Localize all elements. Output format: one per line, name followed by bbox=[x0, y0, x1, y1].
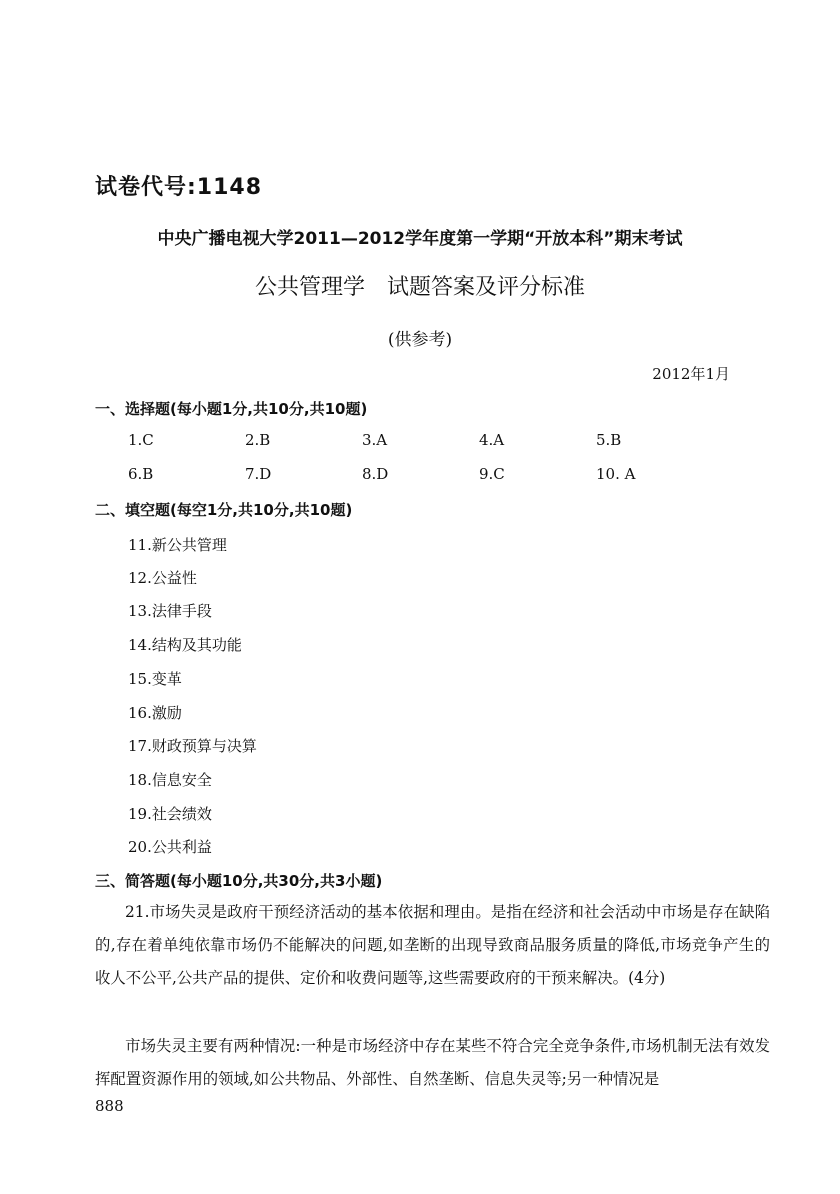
fill-answer-item: 14.结构及其功能 bbox=[128, 636, 242, 654]
answer-paragraph-text: 21.市场失灵是政府干预经济活动的基本依据和理由。是指在经济和社会活动中市场是存在缺陷的,存在着单纯依靠市场仍不能解决的问题,如垄断的出现导致商品服务质量的降低,市场竞争产生的收人不公平,公共产品的提供、定价和收费问题等,这些需要政府的干预来解决。(4分) bbox=[95, 903, 770, 987]
fill-answer-item: 17.财政预算与决算 bbox=[128, 737, 257, 755]
answer-item: 10. A bbox=[596, 465, 636, 483]
answer-item: 9.C bbox=[479, 465, 505, 483]
fill-answer-item: 11.新公共管理 bbox=[128, 536, 227, 554]
answer-item: 2.B bbox=[245, 431, 271, 449]
section-title-short-answer: 三、简答题(每小题10分,共30分,共3小题) bbox=[95, 872, 383, 890]
answer-item: 3.A bbox=[362, 431, 388, 449]
answer-paragraph bbox=[95, 1030, 770, 1096]
fill-answer-item: 12.公益性 bbox=[128, 569, 197, 587]
answer-item: 7.D bbox=[245, 465, 272, 483]
answer-item: 6.B bbox=[128, 465, 154, 483]
fill-answer-item: 19.社会绩效 bbox=[128, 805, 212, 823]
section-title-fill-in: 二、填空题(每空1分,共10分,共10题) bbox=[95, 501, 353, 519]
page-number: 888 bbox=[95, 1097, 124, 1115]
answer-row bbox=[128, 431, 728, 449]
section-title-multiple-choice: 一、选择题(每小题1分,共10分,共10题) bbox=[95, 400, 368, 418]
document-date: 2012年1月 bbox=[652, 365, 730, 383]
reference-note: (供参考) bbox=[387, 330, 453, 350]
answer-item: 4.A bbox=[479, 431, 505, 449]
answer-row bbox=[128, 465, 728, 483]
exam-title: 中央广播电视大学2011—2012学年度第一学期“开放本科”期末考试 bbox=[157, 229, 683, 249]
fill-answer-item: 13.法律手段 bbox=[128, 602, 212, 620]
answer-item: 5.B bbox=[596, 431, 622, 449]
fill-answer-item: 20.公共利益 bbox=[128, 838, 212, 856]
paper-code: 试卷代号:1148 bbox=[95, 175, 263, 200]
answer-item: 8.D bbox=[362, 465, 389, 483]
answer-item: 1.C bbox=[128, 431, 154, 449]
answer-paragraph-text: 市场失灵主要有两种情况:一种是市场经济中存在某些不符合完全竞争条件,市场机制无法有效发挥配置资源作用的领域,如公共物品、外部性、自然垄断、信息失灵等;另一种情况是 bbox=[95, 1037, 770, 1088]
fill-answer-item: 18.信息安全 bbox=[128, 771, 212, 789]
fill-answer-item: 15.变革 bbox=[128, 670, 182, 688]
answer-paragraph bbox=[95, 896, 770, 995]
fill-answer-item: 16.激励 bbox=[128, 704, 182, 722]
document-subtitle: 公共管理学 试题答案及评分标准 bbox=[254, 275, 585, 300]
